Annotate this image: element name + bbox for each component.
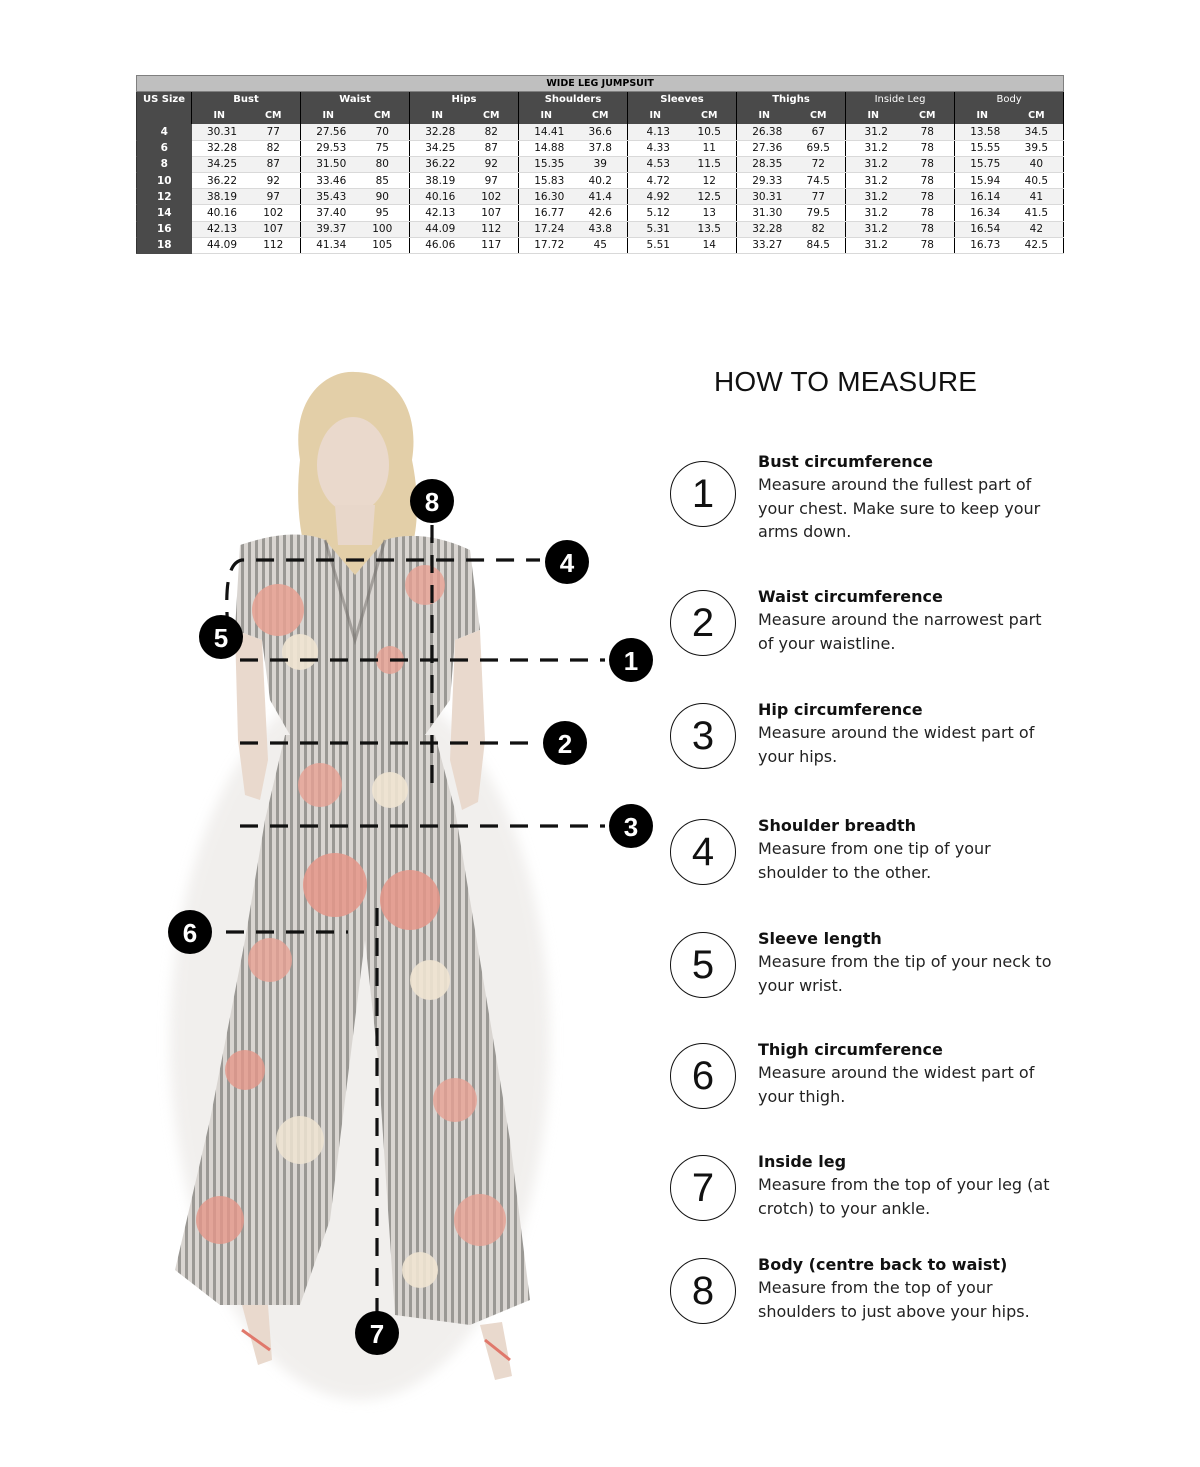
value-cell-cm: 39.5 bbox=[1010, 140, 1064, 156]
value-cell-cm: 97 bbox=[465, 172, 519, 188]
svg-text:4: 4 bbox=[559, 548, 575, 578]
value-cell-cm: 40.5 bbox=[1010, 172, 1064, 188]
value-cell-in: 16.30 bbox=[519, 189, 574, 205]
value-cell-in: 35.43 bbox=[301, 189, 356, 205]
value-cell-cm: 42.6 bbox=[574, 205, 628, 221]
value-cell-in: 30.31 bbox=[192, 124, 247, 140]
unit-header-cm: CM bbox=[1010, 108, 1064, 124]
unit-header-cm: CM bbox=[574, 108, 628, 124]
marker-8 bbox=[410, 479, 454, 523]
value-cell-cm: 112 bbox=[465, 221, 519, 237]
step-text bbox=[758, 1150, 1058, 1220]
value-cell-in: 4.72 bbox=[628, 172, 683, 188]
value-cell-in: 14.41 bbox=[519, 124, 574, 140]
step-number-circle: 6 bbox=[670, 1043, 736, 1109]
value-cell-in: 4.53 bbox=[628, 156, 683, 172]
value-cell-in: 32.28 bbox=[737, 221, 792, 237]
unit-header-in: IN bbox=[737, 108, 792, 124]
value-cell-in: 14.88 bbox=[519, 140, 574, 156]
value-cell-cm: 92 bbox=[465, 156, 519, 172]
value-cell-in: 33.46 bbox=[301, 172, 356, 188]
value-cell-in: 15.35 bbox=[519, 156, 574, 172]
value-cell-in: 29.53 bbox=[301, 140, 356, 156]
value-cell-in: 37.40 bbox=[301, 205, 356, 221]
step-title: Bust circumference bbox=[758, 452, 934, 471]
value-cell-cm: 102 bbox=[465, 189, 519, 205]
value-cell-cm: 14 bbox=[683, 237, 737, 253]
value-cell-in: 4.13 bbox=[628, 124, 683, 140]
value-cell-in: 30.31 bbox=[737, 189, 792, 205]
measure-step-4 bbox=[668, 814, 1068, 894]
value-cell-in: 16.54 bbox=[955, 221, 1010, 237]
step-text bbox=[758, 698, 1058, 768]
value-cell-in: 36.22 bbox=[192, 172, 247, 188]
measure-step-6 bbox=[668, 1038, 1068, 1118]
value-cell-in: 42.13 bbox=[192, 221, 247, 237]
column-header-bust: Bust bbox=[192, 92, 301, 108]
svg-text:2: 2 bbox=[557, 729, 573, 759]
measure-step-5 bbox=[668, 927, 1068, 1007]
unit-header-row bbox=[137, 108, 1064, 124]
size-column-header: US Size bbox=[137, 92, 192, 108]
marker-7 bbox=[355, 1311, 399, 1355]
column-header-thighs: Thighs bbox=[737, 92, 846, 108]
step-description: Measure from one tip of your shoulder to the other. bbox=[758, 839, 991, 882]
step-number-circle: 4 bbox=[670, 819, 736, 885]
value-cell-cm: 90 bbox=[356, 189, 410, 205]
unit-header-in: IN bbox=[955, 108, 1010, 124]
value-cell-cm: 75 bbox=[356, 140, 410, 156]
step-number-circle: 8 bbox=[670, 1258, 736, 1324]
step-text bbox=[758, 1038, 1058, 1108]
value-cell-cm: 78 bbox=[901, 189, 955, 205]
step-title: Shoulder breadth bbox=[758, 816, 917, 835]
value-cell-in: 5.12 bbox=[628, 205, 683, 221]
value-cell-cm: 77 bbox=[792, 189, 846, 205]
value-cell-cm: 43.8 bbox=[574, 221, 628, 237]
measure-step-7 bbox=[668, 1150, 1068, 1230]
value-cell-in: 32.28 bbox=[192, 140, 247, 156]
value-cell-in: 16.73 bbox=[955, 237, 1010, 253]
unit-header-in: IN bbox=[301, 108, 356, 124]
value-cell-in: 31.2 bbox=[846, 221, 901, 237]
value-cell-cm: 77 bbox=[247, 124, 301, 140]
value-cell-cm: 41.4 bbox=[574, 189, 628, 205]
marker-5 bbox=[199, 615, 243, 659]
marker-3 bbox=[609, 804, 653, 848]
value-cell-cm: 11 bbox=[683, 140, 737, 156]
size-cell: 6 bbox=[137, 140, 192, 156]
value-cell-cm: 78 bbox=[901, 205, 955, 221]
size-chart-table bbox=[136, 75, 1064, 254]
value-cell-in: 32.28 bbox=[410, 124, 465, 140]
value-cell-cm: 78 bbox=[901, 172, 955, 188]
value-cell-cm: 41 bbox=[1010, 189, 1064, 205]
value-cell-in: 16.77 bbox=[519, 205, 574, 221]
column-header-body: Body bbox=[955, 92, 1064, 108]
value-cell-in: 16.14 bbox=[955, 189, 1010, 205]
marker-6 bbox=[168, 910, 212, 954]
unit-header-cm: CM bbox=[683, 108, 737, 124]
value-cell-cm: 42.5 bbox=[1010, 237, 1064, 253]
column-header-hips: Hips bbox=[410, 92, 519, 108]
value-cell-cm: 84.5 bbox=[792, 237, 846, 253]
table-row bbox=[137, 237, 1064, 253]
step-number-circle: 2 bbox=[670, 590, 736, 656]
value-cell-cm: 74.5 bbox=[792, 172, 846, 188]
value-cell-cm: 40.2 bbox=[574, 172, 628, 188]
value-cell-cm: 10.5 bbox=[683, 124, 737, 140]
unit-header-cm: CM bbox=[356, 108, 410, 124]
step-number-circle: 3 bbox=[670, 703, 736, 769]
value-cell-in: 31.2 bbox=[846, 156, 901, 172]
value-cell-cm: 11.5 bbox=[683, 156, 737, 172]
unit-header-cm: CM bbox=[247, 108, 301, 124]
value-cell-in: 5.51 bbox=[628, 237, 683, 253]
value-cell-cm: 12 bbox=[683, 172, 737, 188]
table-row bbox=[137, 172, 1064, 188]
step-number-circle: 1 bbox=[670, 461, 736, 527]
svg-text:8: 8 bbox=[424, 487, 440, 517]
marker-1 bbox=[609, 638, 653, 682]
value-cell-in: 31.2 bbox=[846, 189, 901, 205]
value-cell-cm: 34.5 bbox=[1010, 124, 1064, 140]
value-cell-in: 26.38 bbox=[737, 124, 792, 140]
model-illustration bbox=[150, 340, 670, 1420]
value-cell-cm: 37.8 bbox=[574, 140, 628, 156]
measure-step-8 bbox=[668, 1253, 1068, 1333]
column-header-waist: Waist bbox=[301, 92, 410, 108]
size-cell: 4 bbox=[137, 124, 192, 140]
measure-step-1 bbox=[668, 450, 1068, 541]
value-cell-in: 46.06 bbox=[410, 237, 465, 253]
measurement-figure bbox=[150, 340, 670, 1420]
step-description: Measure from the tip of your neck to your wrist. bbox=[758, 952, 1052, 995]
column-header-shoulders: Shoulders bbox=[519, 92, 628, 108]
value-cell-in: 44.09 bbox=[192, 237, 247, 253]
value-cell-cm: 87 bbox=[465, 140, 519, 156]
value-cell-cm: 117 bbox=[465, 237, 519, 253]
step-title: Hip circumference bbox=[758, 700, 923, 719]
value-cell-in: 38.19 bbox=[192, 189, 247, 205]
value-cell-in: 15.55 bbox=[955, 140, 1010, 156]
value-cell-in: 42.13 bbox=[410, 205, 465, 221]
value-cell-cm: 100 bbox=[356, 221, 410, 237]
unit-header-blank bbox=[137, 108, 192, 124]
value-cell-cm: 40 bbox=[1010, 156, 1064, 172]
value-cell-in: 17.72 bbox=[519, 237, 574, 253]
value-cell-in: 40.16 bbox=[410, 189, 465, 205]
measure-step-3 bbox=[668, 698, 1068, 778]
table-row bbox=[137, 156, 1064, 172]
svg-text:5: 5 bbox=[213, 623, 229, 653]
value-cell-in: 31.2 bbox=[846, 237, 901, 253]
size-chart-body bbox=[137, 124, 1064, 254]
value-cell-in: 31.2 bbox=[846, 140, 901, 156]
value-cell-in: 31.2 bbox=[846, 172, 901, 188]
value-cell-cm: 112 bbox=[247, 237, 301, 253]
step-description: Measure around the widest part of your hips. bbox=[758, 723, 1035, 766]
step-description: Measure around the fullest part of your chest. Make sure to keep your arms down. bbox=[758, 475, 1041, 541]
step-title: Body (centre back to waist) bbox=[758, 1255, 1008, 1274]
table-row bbox=[137, 140, 1064, 156]
svg-text:1: 1 bbox=[623, 646, 639, 676]
value-cell-cm: 45 bbox=[574, 237, 628, 253]
svg-text:3: 3 bbox=[623, 812, 639, 842]
value-cell-in: 31.30 bbox=[737, 205, 792, 221]
value-cell-cm: 82 bbox=[792, 221, 846, 237]
step-number-circle: 7 bbox=[670, 1155, 736, 1221]
measure-step-2 bbox=[668, 585, 1068, 665]
size-cell: 8 bbox=[137, 156, 192, 172]
unit-header-in: IN bbox=[519, 108, 574, 124]
unit-header-in: IN bbox=[628, 108, 683, 124]
column-header-sleeves: Sleeves bbox=[628, 92, 737, 108]
value-cell-cm: 78 bbox=[901, 140, 955, 156]
value-cell-cm: 107 bbox=[247, 221, 301, 237]
value-cell-in: 44.09 bbox=[410, 221, 465, 237]
size-chart-title: WIDE LEG JUMPSUIT bbox=[137, 76, 1064, 92]
size-cell: 14 bbox=[137, 205, 192, 221]
table-row bbox=[137, 221, 1064, 237]
value-cell-cm: 69.5 bbox=[792, 140, 846, 156]
value-cell-in: 16.34 bbox=[955, 205, 1010, 221]
value-cell-in: 40.16 bbox=[192, 205, 247, 221]
value-cell-in: 4.33 bbox=[628, 140, 683, 156]
value-cell-cm: 12.5 bbox=[683, 189, 737, 205]
value-cell-cm: 95 bbox=[356, 205, 410, 221]
step-title: Thigh circumference bbox=[758, 1040, 943, 1059]
table-row bbox=[137, 205, 1064, 221]
step-title: Sleeve length bbox=[758, 929, 882, 948]
value-cell-in: 34.25 bbox=[192, 156, 247, 172]
value-cell-in: 27.56 bbox=[301, 124, 356, 140]
value-cell-cm: 82 bbox=[247, 140, 301, 156]
step-text bbox=[758, 1253, 1058, 1323]
value-cell-cm: 78 bbox=[901, 221, 955, 237]
value-cell-cm: 13 bbox=[683, 205, 737, 221]
value-cell-in: 39.37 bbox=[301, 221, 356, 237]
value-cell-in: 15.94 bbox=[955, 172, 1010, 188]
value-cell-cm: 13.5 bbox=[683, 221, 737, 237]
value-cell-cm: 80 bbox=[356, 156, 410, 172]
step-title: Inside leg bbox=[758, 1152, 847, 1171]
size-cell: 16 bbox=[137, 221, 192, 237]
value-cell-cm: 79.5 bbox=[792, 205, 846, 221]
value-cell-cm: 67 bbox=[792, 124, 846, 140]
value-cell-in: 13.58 bbox=[955, 124, 1010, 140]
value-cell-cm: 105 bbox=[356, 237, 410, 253]
value-cell-in: 27.36 bbox=[737, 140, 792, 156]
value-cell-in: 15.83 bbox=[519, 172, 574, 188]
unit-header-cm: CM bbox=[465, 108, 519, 124]
value-cell-in: 17.24 bbox=[519, 221, 574, 237]
table-row bbox=[137, 189, 1064, 205]
value-cell-cm: 102 bbox=[247, 205, 301, 221]
value-cell-cm: 72 bbox=[792, 156, 846, 172]
value-cell-cm: 42 bbox=[1010, 221, 1064, 237]
value-cell-cm: 97 bbox=[247, 189, 301, 205]
value-cell-cm: 41.5 bbox=[1010, 205, 1064, 221]
value-cell-in: 31.2 bbox=[846, 124, 901, 140]
value-cell-cm: 82 bbox=[465, 124, 519, 140]
value-cell-in: 38.19 bbox=[410, 172, 465, 188]
unit-header-in: IN bbox=[846, 108, 901, 124]
value-cell-in: 41.34 bbox=[301, 237, 356, 253]
unit-header-in: IN bbox=[192, 108, 247, 124]
svg-text:6: 6 bbox=[182, 918, 198, 948]
step-description: Measure from the top of your shoulders to just above your hips. bbox=[758, 1278, 1030, 1321]
column-header-inside-leg: Inside Leg bbox=[846, 92, 955, 108]
value-cell-cm: 107 bbox=[465, 205, 519, 221]
step-text bbox=[758, 927, 1058, 997]
value-cell-cm: 70 bbox=[356, 124, 410, 140]
marker-2 bbox=[543, 721, 587, 765]
value-cell-cm: 78 bbox=[901, 124, 955, 140]
value-cell-in: 36.22 bbox=[410, 156, 465, 172]
value-cell-in: 31.50 bbox=[301, 156, 356, 172]
value-cell-cm: 39 bbox=[574, 156, 628, 172]
step-title: Waist circumference bbox=[758, 587, 943, 606]
value-cell-cm: 87 bbox=[247, 156, 301, 172]
unit-header-cm: CM bbox=[901, 108, 955, 124]
value-cell-in: 28.35 bbox=[737, 156, 792, 172]
how-to-measure-title: HOW TO MEASURE bbox=[714, 366, 978, 397]
value-cell-in: 34.25 bbox=[410, 140, 465, 156]
step-description: Measure around the widest part of your thigh. bbox=[758, 1063, 1035, 1106]
step-text bbox=[758, 585, 1058, 655]
svg-text:7: 7 bbox=[369, 1319, 385, 1349]
unit-header-in: IN bbox=[410, 108, 465, 124]
value-cell-cm: 92 bbox=[247, 172, 301, 188]
value-cell-in: 31.2 bbox=[846, 205, 901, 221]
value-cell-in: 4.92 bbox=[628, 189, 683, 205]
size-cell: 18 bbox=[137, 237, 192, 253]
value-cell-in: 33.27 bbox=[737, 237, 792, 253]
step-text bbox=[758, 814, 1058, 884]
value-cell-in: 5.31 bbox=[628, 221, 683, 237]
step-text bbox=[758, 450, 1058, 544]
size-cell: 10 bbox=[137, 172, 192, 188]
value-cell-cm: 85 bbox=[356, 172, 410, 188]
value-cell-cm: 78 bbox=[901, 237, 955, 253]
value-cell-in: 29.33 bbox=[737, 172, 792, 188]
marker-4 bbox=[545, 540, 589, 584]
unit-header-cm: CM bbox=[792, 108, 846, 124]
value-cell-in: 15.75 bbox=[955, 156, 1010, 172]
step-description: Measure from the top of your leg (at crotch) to your ankle. bbox=[758, 1175, 1050, 1218]
value-cell-cm: 36.6 bbox=[574, 124, 628, 140]
size-cell: 12 bbox=[137, 189, 192, 205]
step-number-circle: 5 bbox=[670, 932, 736, 998]
table-row bbox=[137, 124, 1064, 140]
value-cell-cm: 78 bbox=[901, 156, 955, 172]
step-description: Measure around the narrowest part of your waistline. bbox=[758, 610, 1042, 653]
